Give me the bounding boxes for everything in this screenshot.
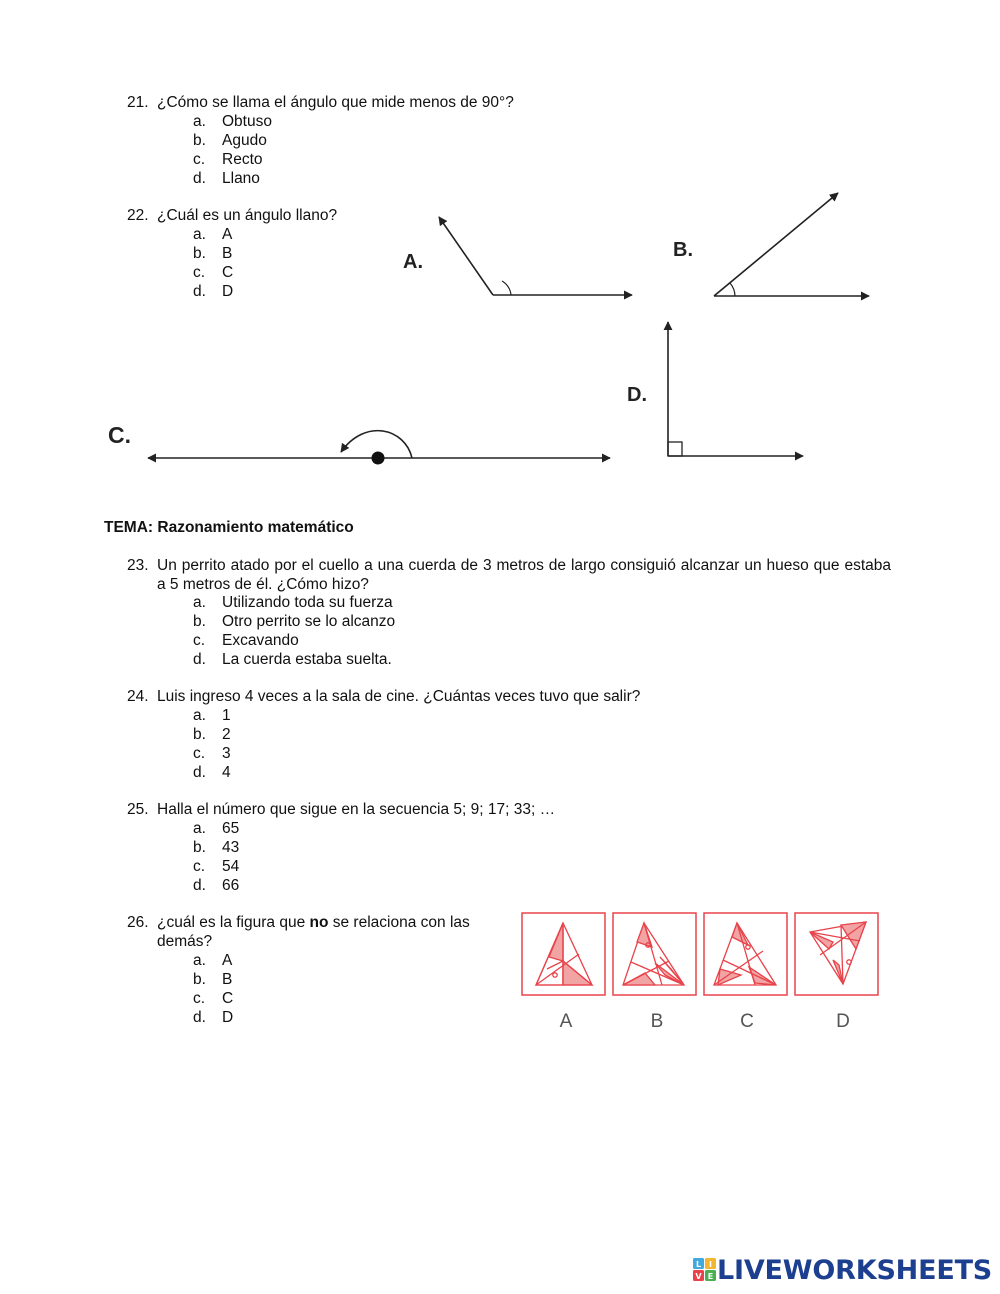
figure-label-d: D. <box>627 384 647 406</box>
triangle-label-c: C <box>740 1011 754 1032</box>
figure-label-c: C. <box>108 422 131 448</box>
svg-text:V: V <box>695 1272 702 1281</box>
angle-figures <box>0 0 1000 500</box>
question-23-text: Un perrito atado por el cuello a una cuerda de 3 metros de largo consiguió alcanzar un hueso que estaba a 5 metros de él. ¿Cómo hizo? <box>157 557 891 593</box>
triangle-figure-a <box>522 913 605 995</box>
question-26-number: 26. <box>127 914 149 931</box>
question-24-text: Luis ingreso 4 veces a la sala de cine. ¿Cuántas veces tuvo que salir? <box>157 688 641 705</box>
liveworksheets-logo-text: LIVEWORKSHEETS <box>717 1254 993 1286</box>
question-25-text: Halla el número que sigue en la secuencia 5; 9; 17; 33; … <box>157 801 556 818</box>
angle-c <box>148 431 610 465</box>
angle-d <box>668 322 803 456</box>
question-26-text: ¿cuál es la figura que no se relaciona con las <box>157 914 470 931</box>
liveworksheets-logo <box>693 1253 992 1287</box>
question-21-number: 21. <box>127 94 149 111</box>
figure-label-a: A. <box>403 251 423 273</box>
question-23-number: 23. <box>127 557 149 574</box>
triangle-label-d: D <box>836 1011 850 1032</box>
triangle-figure-b <box>613 913 696 995</box>
angle-a <box>439 217 632 295</box>
angle-b <box>714 193 869 296</box>
triangle-label-b: B <box>650 1011 664 1032</box>
triangle-label-a: A <box>559 1011 573 1032</box>
question-26-text-line2: demás? <box>157 933 213 950</box>
figure-label-b: B. <box>673 239 693 261</box>
question-24-number: 24. <box>127 688 149 705</box>
topic-heading: TEMA: Razonamiento matemático <box>104 519 354 536</box>
svg-text:E: E <box>707 1272 714 1281</box>
triangle-figures <box>515 905 885 1040</box>
question-22-text: ¿Cuál es un ángulo llano? <box>157 207 338 224</box>
question-25-number: 25. <box>127 801 149 818</box>
question-21-text: ¿Cómo se llama el ángulo que mide menos de 90°? <box>157 94 514 111</box>
triangle-figure-d <box>795 913 878 995</box>
triangle-figure-c <box>704 913 787 995</box>
question-22-number: 22. <box>127 207 149 224</box>
liveworksheets-badge-icon <box>693 1257 717 1283</box>
svg-text:I: I <box>709 1260 712 1269</box>
svg-text:L: L <box>695 1260 702 1269</box>
